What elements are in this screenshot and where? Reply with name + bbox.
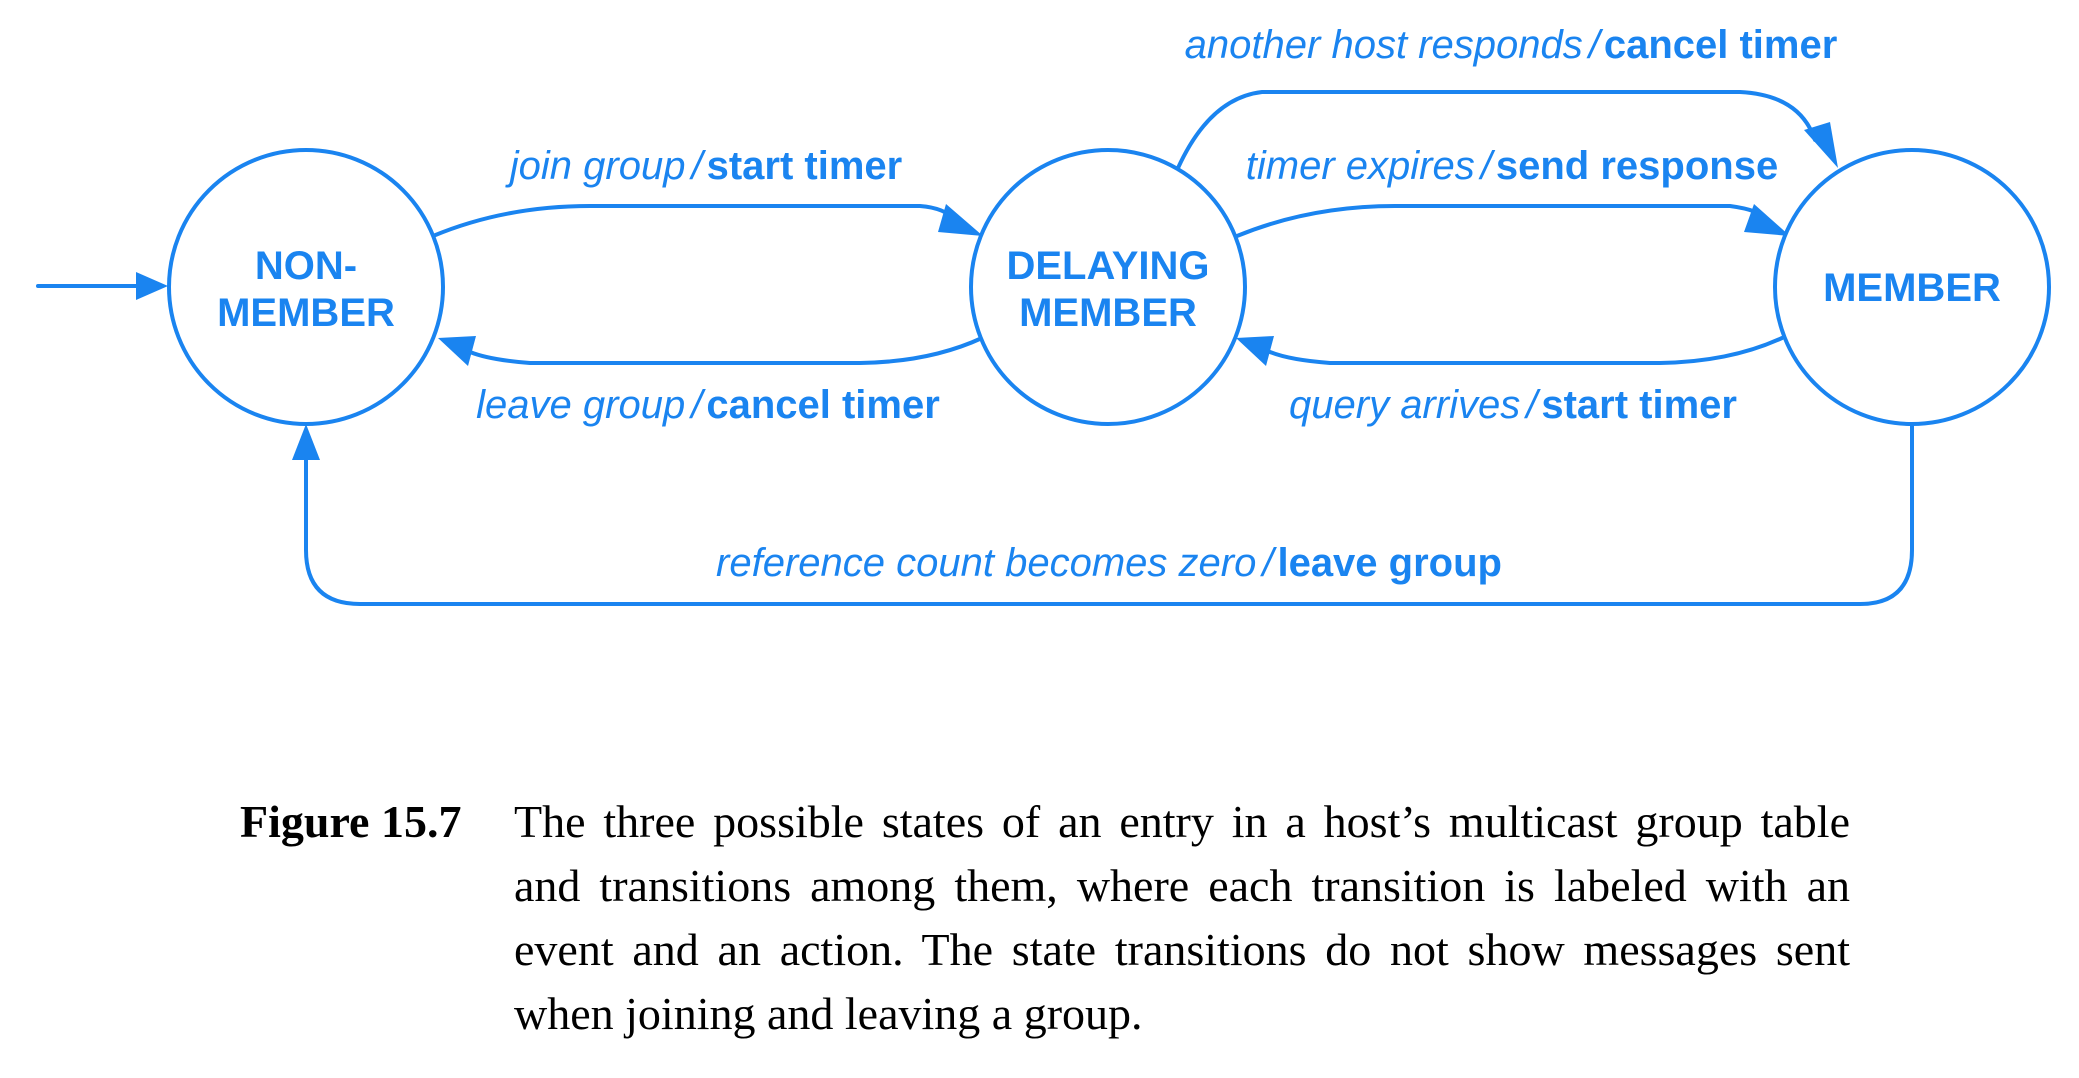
label-timer-expires-action: send response <box>1495 144 1779 188</box>
label-leave-group-separator: / <box>691 383 703 427</box>
edge-query-arrives <box>1236 336 1782 366</box>
label-join-group <box>505 144 902 188</box>
label-leave-group-action: cancel timer <box>706 383 940 427</box>
edge-leave-group <box>438 336 982 366</box>
state-non-member-line1: NON- <box>254 244 358 288</box>
label-join-group-event: join group <box>509 144 686 188</box>
label-another-host-responds-action: cancel timer <box>1603 23 1838 67</box>
state-non-member <box>169 150 443 424</box>
label-join-group-separator: / <box>691 144 703 188</box>
state-member <box>1775 150 2049 424</box>
state-member-line1: MEMBER <box>1823 266 2001 310</box>
figure-caption <box>240 790 1850 1046</box>
label-another-host-responds-event: another host responds <box>1184 23 1583 67</box>
label-another-host-responds <box>1185 23 1838 67</box>
label-timer-expires-separator: / <box>1480 144 1492 188</box>
label-reference-count-zero <box>716 541 1502 585</box>
edge-join-group <box>433 204 983 236</box>
label-leave-group-event: leave group <box>476 383 686 427</box>
label-another-host-responds-separator: / <box>1588 23 1600 67</box>
edge-timer-expires <box>1237 204 1790 236</box>
label-leave-group <box>476 383 940 427</box>
initial-transition-arrow <box>38 272 168 300</box>
label-timer-expires-event: timer expires <box>1245 144 1475 188</box>
label-join-group-action: start timer <box>706 144 903 188</box>
label-reference-count-zero-separator: / <box>1262 541 1274 585</box>
label-query-arrives-action: start timer <box>1541 383 1737 427</box>
label-reference-count-zero-action: leave group <box>1277 541 1502 585</box>
label-query-arrives-event: query arrives <box>1289 383 1521 427</box>
label-reference-count-zero-event: reference count becomes zero <box>716 541 1257 585</box>
state-delaying-member <box>971 150 1245 424</box>
label-timer-expires <box>1246 144 1778 188</box>
label-query-arrives <box>1289 383 1737 427</box>
figure-caption-text: The three possible states of an entry in a host’s multicast group table and transitions among them, where each transition is labeled with an event and an action. The state transitions do not show messages sent when joining and leaving a group. <box>514 796 1850 1039</box>
label-query-arrives-separator: / <box>1526 383 1538 427</box>
state-delaying-member-line2: MEMBER <box>1019 291 1197 335</box>
figure-number: Figure 15.7 <box>240 796 462 847</box>
state-delaying-member-line1: DELAYING <box>1006 244 1210 288</box>
state-non-member-line2: MEMBER <box>217 291 395 335</box>
